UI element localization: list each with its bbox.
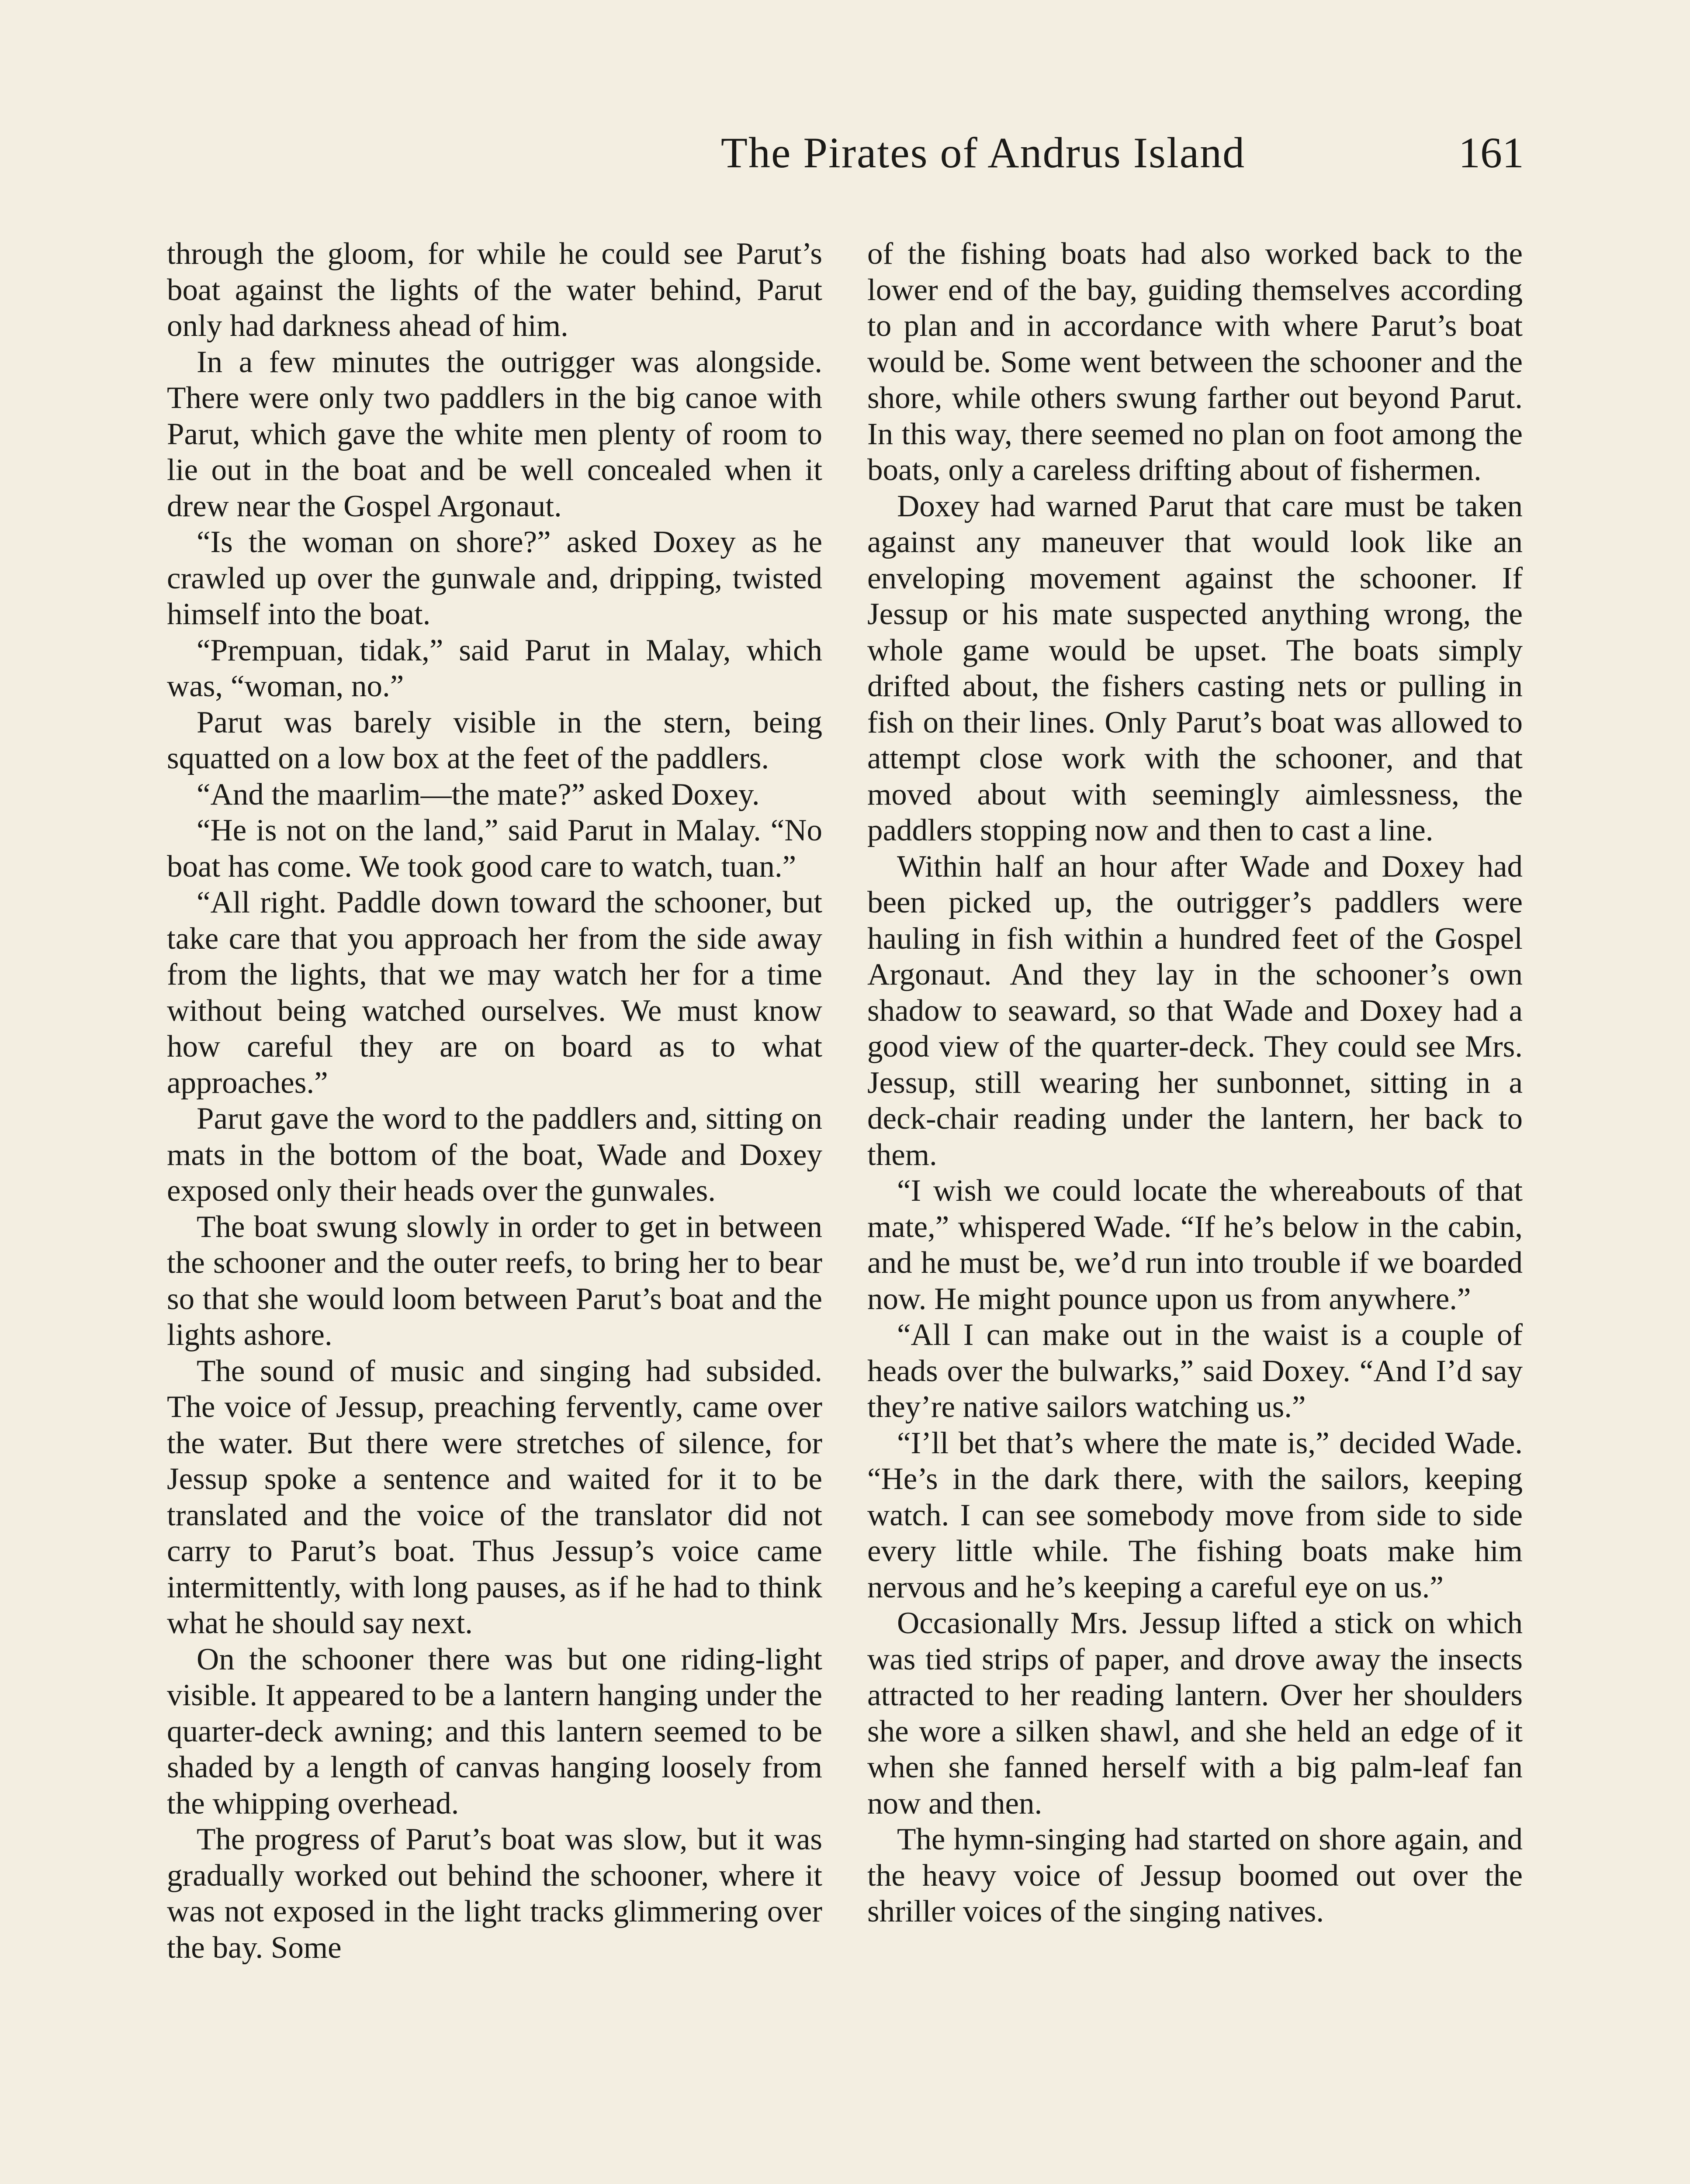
paragraph: “And the maarlim—the mate?” asked Doxey. xyxy=(197,777,760,812)
page-number: 161 xyxy=(1458,128,1524,177)
paragraph: through the gloom, for while he could see Parut’s boat against the lights of the water behind, Parut only had darkness ahead of him. xyxy=(167,237,822,343)
text-column-left xyxy=(167,236,822,1966)
paragraph: Occasionally Mrs. Jessup lifted a stick on which was tied strips of paper, and drove away the insects attracted to her reading lantern. Over her shoulders she wore a silken shawl, and she held an edge of it when she fanned herself with a big palm-leaf fan now and then. xyxy=(867,1606,1523,1821)
text-column-right xyxy=(867,236,1523,1930)
paragraph: Parut was barely visible in the stern, being squatted on a low box at the feet of the paddlers. xyxy=(167,705,822,775)
running-head-title: The Pirates of Andrus Island xyxy=(720,128,1246,177)
paragraph: “Prempuan, tidak,” said Parut in Malay, which was, “woman, no.” xyxy=(167,633,822,703)
paragraph: The boat swung slowly in order to get in between the schooner and the outer reefs, to bring her to bear so that she would loom between Parut’s boat and the lights ashore. xyxy=(167,1209,822,1352)
paragraph: Parut gave the word to the paddlers and, sitting on mats in the bottom of the boat, Wade and Doxey exposed only their heads over the gunwales. xyxy=(167,1102,822,1208)
paragraph: “Is the woman on shore?” asked Doxey as he crawled up over the gunwale and, dripping, twisted himself into the boat. xyxy=(167,525,822,631)
paragraph: In a few minutes the outrigger was alongside. There were only two paddlers in the big canoe with Parut, which gave the white men plenty of room to lie out in the boat and be well concealed when it drew near the Gospel Argonaut. xyxy=(167,345,822,523)
paragraph: The sound of music and singing had subsided. The voice of Jessup, preaching fervently, came over the water. But there were stretches of silence, for Jessup spoke a sentence and waited for it to be translated and the voice of the translator did not carry to Parut’s boat. Thus Jessup’s voice came intermittently, with long pauses, as if he had to think what he should say next. xyxy=(167,1354,822,1640)
paragraph: The progress of Parut’s boat was slow, but it was gradually worked out behind the schooner, where it was not exposed in the light tracks glimmering over the bay. Some xyxy=(167,1822,822,1965)
paragraph: On the schooner there was but one riding-light visible. It appeared to be a lantern hanging under the quarter-deck awning; and this lantern seemed to be shaded by a length of canvas hanging loosely from the whipping overhead. xyxy=(167,1642,822,1821)
paragraph: “He is not on the land,” said Parut in Malay. “No boat has come. We took good care to watch, tuan.” xyxy=(167,813,822,884)
paragraph: “All right. Paddle down toward the schooner, but take care that you approach her from the side away from the lights, that we may watch her for a time without being watched ourselves. We must know how careful they are on board as to what approaches.” xyxy=(167,885,822,1100)
paragraph: “All I can make out in the waist is a couple of heads over the bulwarks,” said Doxey. “And I’d say they’re native sailors watching us.” xyxy=(867,1318,1523,1424)
paragraph: “I wish we could locate the whereabouts of that mate,” whispered Wade. “If he’s below in the cabin, and he must be, we’d run into trouble if we boarded now. He might pounce upon us from anywhere.” xyxy=(867,1174,1523,1316)
paragraph: Doxey had warned Parut that care must be taken against any maneuver that would look like an enveloping movement against the schooner. If Jessup or his mate suspected anything wrong, the whole game would be upset. The boats simply drifted about, the fishers casting nets or pulling in fish on their lines. Only Parut’s boat was allowed to attempt close work with the schooner, and that moved about with seemingly aimlessness, the paddlers stopping now and then to cast a line. xyxy=(867,489,1523,847)
paragraph: The hymn-singing had started on shore again, and the heavy voice of Jessup boomed out over the shriller voices of the singing natives. xyxy=(867,1822,1523,1928)
paragraph: of the fishing boats had also worked back to the lower end of the bay, guiding themselves according to plan and in accordance with where Parut’s boat would be. Some went between the schooner and the shore, while others swung farther out beyond Parut. In this way, there seemed no plan on foot among the boats, only a careless drifting about of fishermen. xyxy=(867,237,1523,487)
paragraph: “I’ll bet that’s where the mate is,” decided Wade. “He’s in the dark there, with the sailors, keeping watch. I can see somebody move from side to side every little while. The fishing boats make him nervous and he’s keeping a careful eye on us.” xyxy=(867,1426,1523,1604)
paragraph: Within half an hour after Wade and Doxey had been picked up, the outrigger’s paddlers were hauling in fish within a hundred feet of the Gospel Argonaut. And they lay in the schooner’s own shadow to seaward, so that Wade and Doxey had a good view of the quarter-deck. They could see Mrs. Jessup, still wearing her sunbonnet, sitting in a deck-chair reading under the lantern, her back to them. xyxy=(867,849,1523,1172)
